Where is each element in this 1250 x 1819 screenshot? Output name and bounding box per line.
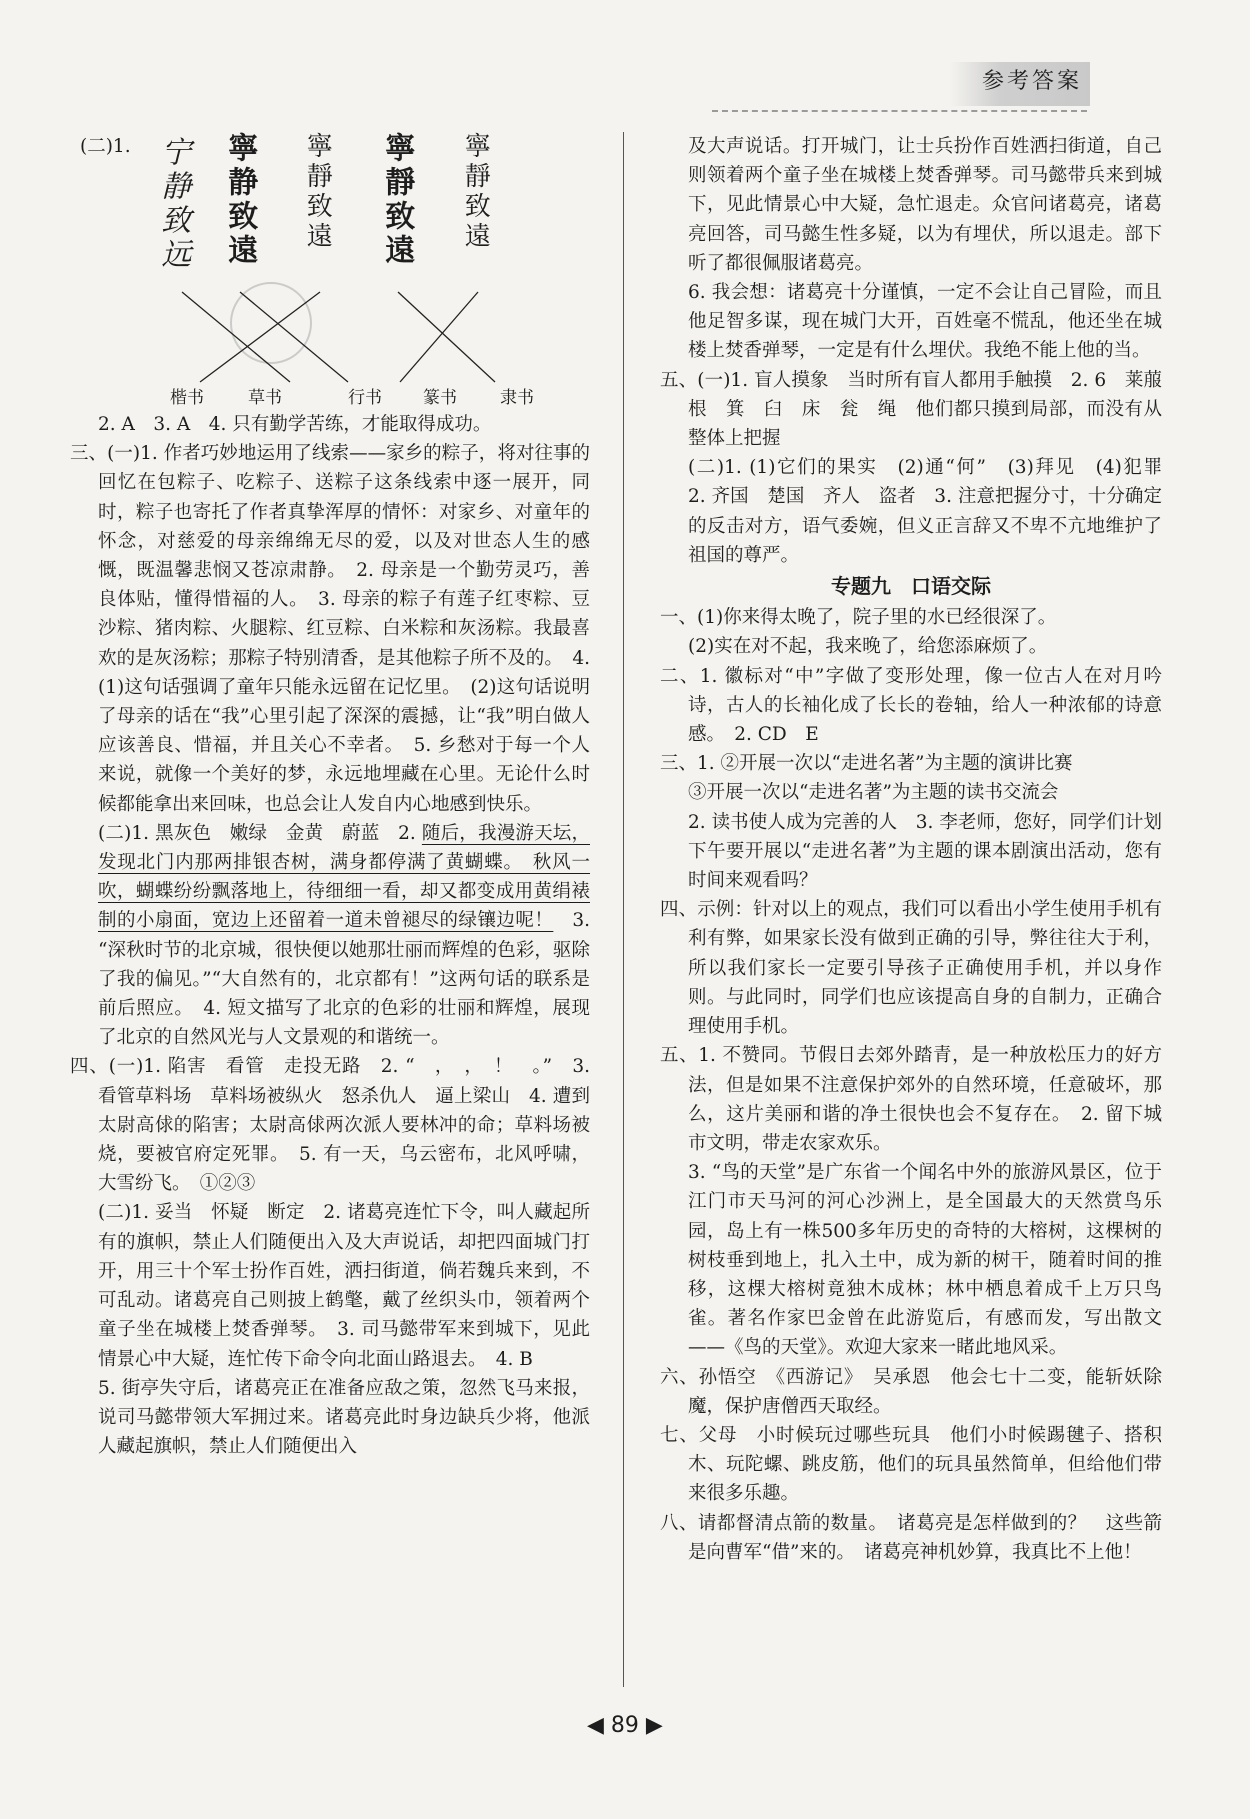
answer-oral-3b: ③开展一次以“走进名著”为主题的读书交流会 [688, 782, 1059, 804]
calligraphy-specimen-3: 寧靜致遠 [302, 132, 333, 252]
answer-oral-5-3: 3. “鸟的天堂”是广东省一个闻名中外的旅游风景区，位于江门市天马河的河心沙洲上，是全国最大的天然赏鸟乐园，岛上有一株500多年历史的奇特的大榕树，这棵树的树枝垂到地上，扎入土中，成为新的树干，随着时间的推移，这棵大榕树竟独木成林；林中栖息着成千上万只鸟雀。著名作家巴金曾在此游览后，有感而发，写出散文——《鸟的天堂》。欢迎大家来一睹此地风采。 [688, 1162, 1162, 1359]
answer-section-4-1: 四、(一)1. 陷害 看管 走投无路 2. “ ， ， ！ 。” 3. 看管草料场 草料场被纵火 怒杀仇人 逼上梁山 4. 遭到太尉高俅的陷害；太尉高俅两次派人要林冲的命；草料场被烧，要被官府定死罪。 5. 有一天，乌云密布，北风呼啸，大雪纷飞。 ①②③ [70, 1056, 590, 1195]
answer-section-4-2: (二)1. 妥当 怀疑 断定 2. 诸葛亮连忙下令，叫人藏起所有的旗帜，禁止人们随便出入及大声说话，却把四面城门打开，用三十个军士扮作百姓，洒扫街道，倘若魏兵来到，不可乱动。诸葛亮自己则披上鹤氅，戴了丝织头巾，领着两个童子坐在城楼上焚香弹琴。 3. 司马懿带军来到城下，见此情景心中大疑，连忙传下命令向北面山路退去。 4. B [98, 1202, 590, 1370]
answer-oral-7: 七、父母 小时候玩过哪些玩具 他们小时候踢毽子、搭积木、玩陀螺、跳皮筋，他们的玩具虽然简单，但给他们带来很多乐趣。 [660, 1424, 1162, 1505]
left-column [70, 132, 590, 1461]
matching-lines [70, 132, 590, 410]
section-heading: 专题九 口语交际 [831, 574, 991, 599]
answer-text: (二)1. 黑灰色 嫩绿 金黄 蔚蓝 2. [98, 822, 422, 844]
answer-oral-3a: 三、1. ②开展一次以“走进名著”为主题的演讲比赛 [660, 753, 1073, 775]
label-lishu: 隶书 [500, 388, 534, 408]
answer-oral-1b: (2)实在对不起，我来晚了，给您添麻烦了。 [688, 636, 1048, 658]
answer-section-5-1: 五、(一)1. 盲人摸象 当时所有盲人都用手触摸 2. 6 莱菔根 箕 臼 床 瓮 绳 他们都只摸到局部，而没有从整体上把握 [660, 369, 1162, 450]
right-column [660, 132, 1181, 1567]
page-number-value: 89 [610, 1713, 639, 1738]
answer-oral-1: 一、(1)你来得太晚了，院子里的水已经很深了。 [660, 607, 1057, 629]
answer-section-3-1: 三、(一)1. 作者巧妙地运用了线索——家乡的粽子，将对往事的回忆在包粽子、吃粽子、送粽子这条线索中逐一展开，同时，粽子也寄托了作者真挚浑厚的情怀：对家乡、对童年的怀念，对慈爱的母亲绵绵无尽的爱，以及对世态人生的感慨，既温馨悲悯又苍凉肃静。 2. 母亲是一个勤劳灵巧，善良体贴，懂得惜福的人。 3. 母亲的粽子有莲子红枣粽、豆沙粽、猪肉粽、火腿粽、红豆粽、白米粽和灰汤粽。我最喜欢的是灰汤粽；那粽子特别清香，是其他粽子所不及的。 4. (1)这句话强调了童年只能永远留在记忆里。 (2)这句话说明了母亲的话在“我”心里引起了深深的震撼，让“我”明白做人应该善良、惜福，并且关心不幸者。 5. 乡愁对于每一个人来说，就像一个美好的梦，永远地埋藏在心里。无论什么时候都能拿出来回味，也总会让人发自内心地感到快乐。 [70, 443, 590, 815]
answer-oral-8: 八、请都督清点箭的数量。 诸葛亮是怎样做到的？ 这些箭是向曹军“借”来的。 诸葛亮神机妙算，我真比不上他！ [660, 1512, 1162, 1563]
label-xingshu: 行书 [348, 388, 382, 408]
answer-oral-5: 五、1. 不赞同。节假日去郊外踏青，是一种放松压力的好方法，但是如果不注意保护郊外的自然环境，任意破坏，那么，这片美丽和谐的净土很快也会不复存在。 2. 留下城市文明，带走农家欢乐。 [660, 1045, 1162, 1154]
page-header-title: 参考答案 [982, 69, 1083, 94]
answer-section-4-2-q5: 5. 街亭失守后，诸葛亮正在准备应敌之策，忽然飞马来报，说司马懿带领大军拥过来。诸葛亮此时身边缺兵少将，他派人藏起旗帜，禁止人们随便出入 [98, 1377, 590, 1458]
answer-section-5-2: (二)1. (1)它们的果实 (2)通“何” (3)拜见 (4)犯罪 2. 齐国 楚国 齐人 盗者 3. 注意把握分寸，十分确定的反击对方，语气委婉，但义正言辞又不卑不亢地维护了祖国的尊严。 [688, 457, 1181, 566]
answer-oral-2: 二、1. 徽标对“中”字做了变形处理，像一位古人在对月吟诗，古人的长袖化成了长长的卷轴，给人一种浓郁的诗意感。 2. CD E [660, 665, 1162, 746]
label-kaishu: 楷书 [170, 388, 204, 408]
label-zhuanshu: 篆书 [423, 388, 457, 408]
answer-text: 3. “深秋时节的北京城，很快便以她那壮丽而辉煌的色彩，驱除了我的偏见。”“大自然有的，北京都有！”这两句话的联系是前后照应。 4. 短文描写了北京的色彩的壮丽和辉煌，展现了北京的自然风光与人文景观的和谐统一。 [98, 910, 590, 1049]
calligraphy-matching-figure [70, 132, 590, 410]
next-page-icon: ▶ [645, 1713, 663, 1738]
calligraphy-specimen-4: 寧靜致遠 [379, 132, 415, 268]
calligraphy-specimen-1: 宁静致远 [155, 136, 191, 272]
answer-continued: 及大声说话。打开城门，让士兵扮作百姓洒扫街道，自己则领着两个童子坐在城楼上焚香弹琴。司马懿带兵来到城下，见此情景心中大疑，急忙退走。众官问诸葛亮，诸葛亮回答，司马懿生性多疑，以为有埋伏，所以退走。部下听了都很佩服诸葛亮。 [688, 136, 1162, 274]
answer-line: 2. A 3. A 4. 只有勤学苦练，才能取得成功。 [98, 414, 492, 435]
calligraphy-specimen-5: 寧靜致遠 [460, 132, 491, 252]
calligraphy-specimen-2: 寧静致遠 [222, 132, 258, 268]
column-divider [623, 132, 624, 1687]
answer-q6: 6. 我会想：诸葛亮十分谨慎，一定不会让自己冒险，而且他足智多谋，现在城门大开，百姓毫不慌乱，他还坐在城楼上焚香弹琴，一定是有什么埋伏。我绝不能上他的当。 [688, 282, 1162, 362]
page-number [587, 1713, 663, 1738]
answer-oral-4: 四、示例：针对以上的观点，我们可以看出小学生使用手机有利有弊，如果家长没有做到正确的引导，弊往往大于利，所以我们家长一定要引导孩子正确使用手机，并以身作则。与此同时，同学们也应该提高自身的自制力，正确合理使用手机。 [660, 899, 1162, 1038]
underlined-answer: 随后，我漫游天坛，发现北门内那两排银杏树，满身都停满了黄蝴蝶。 秋风一吹，蝴蝶纷纷飘落地上，待细细一看，却又都变成用黄绢裱制的小扇面，宽边上还留着一道未曾褪尽的绿镶边呢！ [98, 822, 590, 932]
calligraphy-question-label: (二)1. [80, 136, 131, 157]
answer-section-3-2 [70, 819, 590, 1053]
label-caoshu: 草书 [248, 388, 282, 408]
answer-oral-6: 六、孙悟空 《西游记》 吴承恩 他会七十二变，能斩妖除魔，保护唐僧西天取经。 [660, 1366, 1162, 1417]
header-rule [712, 110, 1087, 112]
prev-page-icon: ◀ [587, 1713, 604, 1738]
answer-oral-3c: 2. 读书使人成为完善的人 3. 李老师，您好，同学们计划下午要开展以“走进名著”为主题的课本剧演出活动，您有时间来观看吗？ [688, 811, 1162, 892]
